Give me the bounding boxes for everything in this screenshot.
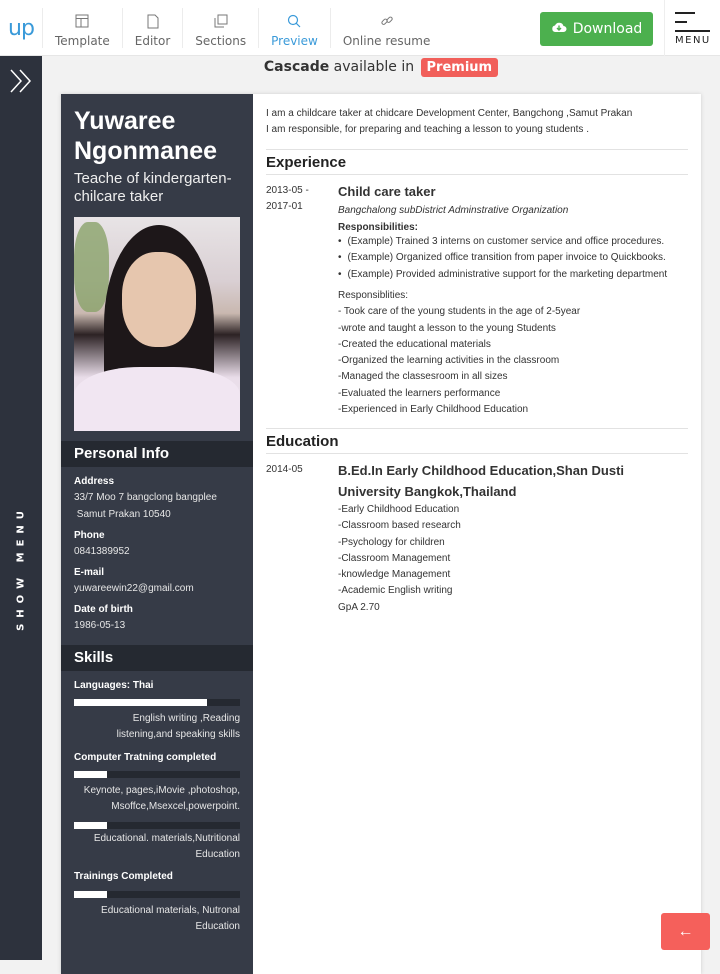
- nav-label: Online resume: [342, 34, 431, 48]
- last-name: Ngonmanee: [74, 137, 218, 165]
- nav-label: Sections: [195, 34, 247, 48]
- resume-sidebar: [61, 94, 253, 974]
- summary: [266, 106, 688, 138]
- skill-description: English writing ,Reading listening,and speaking skills: [116, 713, 240, 740]
- education-heading: Education: [266, 428, 688, 454]
- cloud-download-icon: [551, 21, 567, 37]
- document-icon: [147, 12, 159, 30]
- nav-label: Editor: [134, 34, 171, 48]
- phone-value: 0841389952: [74, 546, 130, 557]
- download-label: Download: [572, 21, 643, 37]
- photo-shirt: [74, 367, 240, 431]
- double-chevron-right-icon: [8, 68, 34, 99]
- detail-line: -Organized the learning activities in the classroom: [338, 355, 560, 367]
- dob-label: Date of birth: [74, 604, 133, 615]
- layout-icon: [75, 12, 89, 30]
- list-item: • (Example) Organized office transition from paper invoice to Quickbooks.: [338, 250, 667, 266]
- first-name: Yuwaree: [74, 107, 176, 135]
- app-logo[interactable]: up: [8, 15, 34, 41]
- date-line: 2013-05 -: [266, 185, 309, 196]
- template-name: Cascade: [263, 59, 330, 75]
- menu-button[interactable]: [664, 0, 720, 56]
- detail-line: -Classroom Management: [338, 552, 451, 564]
- detail-line: -Psychology for children: [338, 536, 445, 548]
- education-details: [338, 502, 461, 616]
- email-label: E-mail: [74, 567, 105, 578]
- arrow-left-icon: ←: [677, 922, 694, 940]
- show-menu-rail[interactable]: [0, 56, 42, 960]
- summary-line: I am responsible, for preparing and teaching a lesson to young students .: [266, 124, 589, 135]
- search-icon: [287, 12, 301, 30]
- personal-info-heading: Personal Info: [61, 441, 253, 467]
- experience-title: Child care taker: [338, 184, 436, 199]
- experience-date: [266, 183, 326, 215]
- detail-line: -Early Childhood Education: [338, 504, 460, 515]
- detail-line: -wrote and taught a lesson to the young Students: [338, 322, 556, 334]
- nav-online-resume[interactable]: [330, 8, 443, 48]
- experience-organization: Bangchalong subDistrict Adminstrative Organization: [338, 205, 569, 216]
- show-menu-label: SHOW MENU: [15, 505, 27, 631]
- back-button[interactable]: [661, 913, 710, 950]
- profile-photo: [74, 217, 240, 431]
- experience-heading: Experience: [266, 149, 688, 175]
- download-button[interactable]: [540, 12, 653, 46]
- skill-description: Educational. materials,Nutritional Education: [93, 833, 240, 860]
- skill-bar-fill: [74, 771, 107, 778]
- address-value: [74, 489, 249, 523]
- premium-banner: [42, 58, 720, 77]
- nav-editor[interactable]: [122, 8, 183, 48]
- skill-title: Computer Tratning completed: [74, 752, 217, 763]
- resume-page: [61, 94, 701, 974]
- detail-line: GpA 2.70: [338, 601, 380, 613]
- address-label: Address: [74, 476, 115, 487]
- skill-bar-fill: [74, 822, 107, 829]
- date-line: 2017-01: [266, 201, 303, 212]
- link-icon: [380, 12, 394, 30]
- hamburger-icon-bar: [675, 21, 687, 23]
- detail-line: -Classroom based research: [338, 520, 461, 532]
- premium-badge[interactable]: Premium: [421, 58, 499, 77]
- detail-line: -Created the educational materials: [338, 338, 491, 350]
- hamburger-icon: [675, 12, 695, 14]
- dob-value: 1986-05-13: [74, 620, 126, 631]
- hamburger-icon-bar: [675, 30, 710, 32]
- skill-bar-fill: [74, 699, 207, 706]
- responsibilities-label: Responsibilities:: [338, 222, 419, 233]
- resume-name: [74, 106, 249, 166]
- nav-label: Preview: [271, 34, 318, 48]
- responsibilities-list: [338, 234, 667, 283]
- copy-icon: [214, 12, 228, 30]
- experience-details: [338, 288, 580, 418]
- nav-label: Template: [55, 34, 110, 48]
- skills-heading: Skills: [61, 645, 253, 671]
- skill-bar: [74, 771, 240, 778]
- phone-label: Phone: [74, 530, 105, 541]
- detail-line: -Experienced in Early Childhood Education: [338, 404, 529, 416]
- detail-line: Responsiblities:: [338, 290, 409, 301]
- nav-sections[interactable]: [182, 8, 258, 48]
- education-title: B.Ed.In Early Childhood Education,Shan Dusti University Bangkok,Thailand: [338, 463, 625, 499]
- skill-bar-fill: [74, 891, 107, 898]
- job-title: Teache of kindergarten-chilcare taker: [74, 170, 232, 205]
- nav-template[interactable]: [42, 8, 122, 48]
- detail-line: -Academic English writing: [338, 585, 453, 597]
- main-nav: [42, 8, 442, 48]
- detail-line: -Managed the classesroom in all sizes: [338, 371, 508, 383]
- email-value: yuwareewin22@gmail.com: [74, 583, 194, 594]
- skill-title: Trainings Completed: [74, 871, 173, 882]
- summary-line: I am a childcare taker at chidcare Development Center, Bangchong ,Samut Prakan: [266, 108, 633, 119]
- address-line: Samut Prakan 10540: [74, 509, 171, 520]
- detail-line: -Evaluated the learners performance: [338, 387, 501, 399]
- menu-label: MENU: [675, 35, 711, 46]
- list-item: • (Example) Provided administrative support for the marketing department: [338, 267, 667, 283]
- list-item: • (Example) Trained 3 interns on customer service and office procedures.: [338, 234, 667, 250]
- skill-bar: [74, 891, 240, 898]
- banner-text: available in: [333, 59, 415, 75]
- top-toolbar: [0, 0, 720, 56]
- skill-description: Keynote, pages,iMovie ,photoshop, Msoffce,Msexcel,powerpoint.: [83, 785, 240, 812]
- photo-face: [122, 252, 196, 347]
- skill-bar: [74, 699, 240, 706]
- nav-preview[interactable]: [258, 8, 330, 48]
- photo-background: [74, 222, 109, 312]
- skill-description: Educational materials, Nutronal Education: [101, 905, 240, 932]
- skill-bar: [74, 822, 240, 829]
- address-line: 33/7 Moo 7 bangclong bangplee: [74, 492, 217, 503]
- detail-line: -knowledge Management: [338, 569, 451, 581]
- detail-line: - Took care of the young students in the age of 2-5year: [338, 306, 581, 318]
- education-date: 2014-05: [266, 464, 303, 475]
- skill-title: Languages: Thai: [74, 680, 154, 691]
